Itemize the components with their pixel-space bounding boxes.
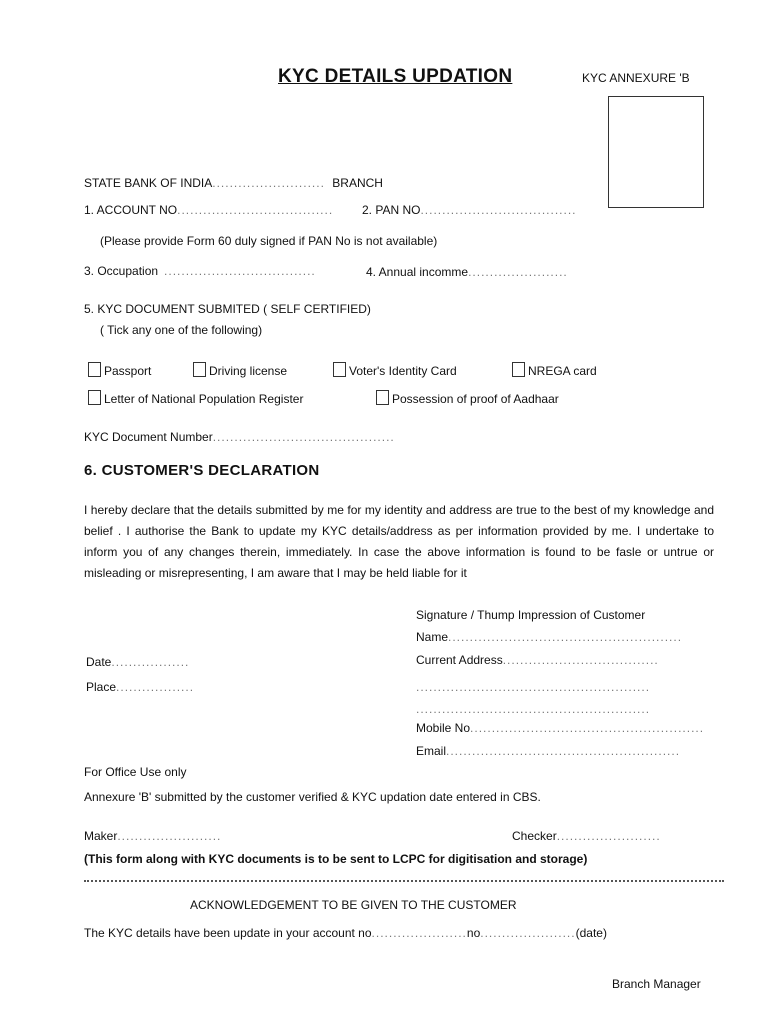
acknowledgement-line xyxy=(84,926,607,940)
pan-line xyxy=(362,203,577,217)
acknowledgement-text: The KYC details have been update in your account no xyxy=(84,926,372,940)
mobile-label: Mobile No xyxy=(416,721,471,735)
option-label: NREGA card xyxy=(528,364,597,378)
mobile-line xyxy=(416,721,704,735)
checkbox-npr-letter[interactable] xyxy=(88,390,101,405)
account-line xyxy=(84,203,333,217)
documents-heading: 5. KYC DOCUMENT SUBMITED ( SELF CERTIFIED) xyxy=(84,302,371,316)
occupation-label: 3. Occupation xyxy=(84,264,159,278)
pan-note: (Please provide Form 60 duly signed if PAN No is not available) xyxy=(100,234,438,248)
date-line xyxy=(86,655,189,669)
place-field[interactable]: .................. xyxy=(116,680,195,694)
branch-field[interactable]: .......................... xyxy=(212,176,325,190)
pan-field[interactable]: .................................... xyxy=(420,203,577,217)
declaration-text: I hereby declare that the details submitted by me for my identity and address are true to the best of my knowledge and belief . I authorise the Bank to update my KYC details/address as per information provided by me. I undertake to inform you of any changes therein, immediately. In case the above information is found to be fasle or untrue or misleading or misrepresenting, I am aware that I may be held liable for it xyxy=(84,503,714,580)
annexure-label: KYC ANNEXURE 'B xyxy=(582,71,690,85)
cut-line-divider xyxy=(84,880,724,882)
occupation-field[interactable]: ................................... xyxy=(164,264,316,278)
checkbox-driving-license[interactable] xyxy=(193,362,206,377)
mobile-field[interactable]: ...................................................... xyxy=(470,721,705,735)
income-line xyxy=(366,265,568,279)
maker-line xyxy=(84,829,221,843)
maker-label: Maker xyxy=(84,829,118,843)
kyc-document-number-label: KYC Document Number xyxy=(84,430,213,444)
checkbox-passport[interactable] xyxy=(88,362,101,377)
checker-line xyxy=(512,829,661,843)
doc-option-npr-letter[interactable] xyxy=(88,390,303,406)
option-label: Driving license xyxy=(209,364,288,378)
ack-account-field[interactable]: ...................... xyxy=(371,926,467,940)
option-label: Voter's Identity Card xyxy=(349,364,457,378)
documents-instruction: ( Tick any one of the following) xyxy=(100,323,263,337)
form-title: KYC DETAILS UPDATION xyxy=(278,66,513,87)
date-field[interactable]: .................. xyxy=(111,655,190,669)
checker-label: Checker xyxy=(512,829,557,843)
doc-option-passport[interactable] xyxy=(88,362,151,378)
bank-line xyxy=(84,176,383,190)
account-field[interactable]: .................................... xyxy=(177,203,334,217)
bank-label: STATE BANK OF INDIA xyxy=(84,176,213,190)
branch-label: BRANCH xyxy=(332,176,383,190)
ack-date-field[interactable]: ...................... xyxy=(480,926,576,940)
place-label: Place xyxy=(86,680,117,694)
email-field[interactable]: ...................................................... xyxy=(446,744,681,758)
declaration-heading: 6. CUSTOMER'S DECLARATION xyxy=(84,462,320,479)
address-field-line-3[interactable]: ...................................................... xyxy=(416,702,651,716)
kyc-document-number-line xyxy=(84,430,395,444)
place-line xyxy=(86,680,194,694)
maker-field[interactable]: ........................ xyxy=(117,829,222,843)
pan-label: 2. PAN NO xyxy=(362,203,421,217)
office-use-note: Annexure 'B' submitted by the customer verified & KYC updation date entered in CBS. xyxy=(84,790,541,804)
kyc-document-number-field[interactable]: .......................................... xyxy=(212,430,395,444)
branch-manager-label: Branch Manager xyxy=(612,977,701,991)
name-field[interactable]: ...................................................... xyxy=(448,630,683,644)
doc-option-aadhaar[interactable] xyxy=(376,390,559,406)
doc-option-nrega[interactable] xyxy=(512,362,597,378)
email-label: Email xyxy=(416,744,447,758)
account-label: 1. ACCOUNT NO xyxy=(84,203,178,217)
ack-on-label: no xyxy=(466,926,481,940)
checkbox-aadhaar[interactable] xyxy=(376,390,389,405)
option-label: Possession of proof of Aadhaar xyxy=(392,392,559,406)
email-line xyxy=(416,744,680,758)
lcpc-note: (This form along with KYC documents is to be sent to LCPC for digitisation and storage) xyxy=(84,852,588,866)
doc-option-driving-license[interactable] xyxy=(193,362,287,378)
signature-label: Signature / Thump Impression of Customer xyxy=(416,608,646,622)
photo-box xyxy=(608,96,704,208)
address-line xyxy=(416,653,659,667)
acknowledgement-heading: ACKNOWLEDGEMENT TO BE GIVEN TO THE CUSTOMER xyxy=(190,898,517,912)
name-line xyxy=(416,630,682,644)
checkbox-voter-id[interactable] xyxy=(333,362,346,377)
checkbox-nrega[interactable] xyxy=(512,362,525,377)
doc-option-voter-id[interactable] xyxy=(333,362,457,378)
address-field[interactable]: .................. xyxy=(502,653,581,667)
option-label: Letter of National Population Register xyxy=(104,392,304,406)
ack-date-label: (date) xyxy=(575,926,607,940)
date-label: Date xyxy=(86,655,112,669)
checker-field[interactable]: ........................ xyxy=(556,829,661,843)
address-field-line-2[interactable]: ...................................................... xyxy=(416,680,651,694)
name-label: Name xyxy=(416,630,449,644)
address-label: Current Address xyxy=(416,653,503,667)
occupation-line xyxy=(84,264,316,278)
option-label: Passport xyxy=(104,364,152,378)
office-use-heading: For Office Use only xyxy=(84,765,187,779)
income-label: 4. Annual incomme xyxy=(366,265,469,279)
income-field[interactable]: ....................... xyxy=(468,265,568,279)
address-field-cont[interactable]: .................. xyxy=(580,653,659,667)
